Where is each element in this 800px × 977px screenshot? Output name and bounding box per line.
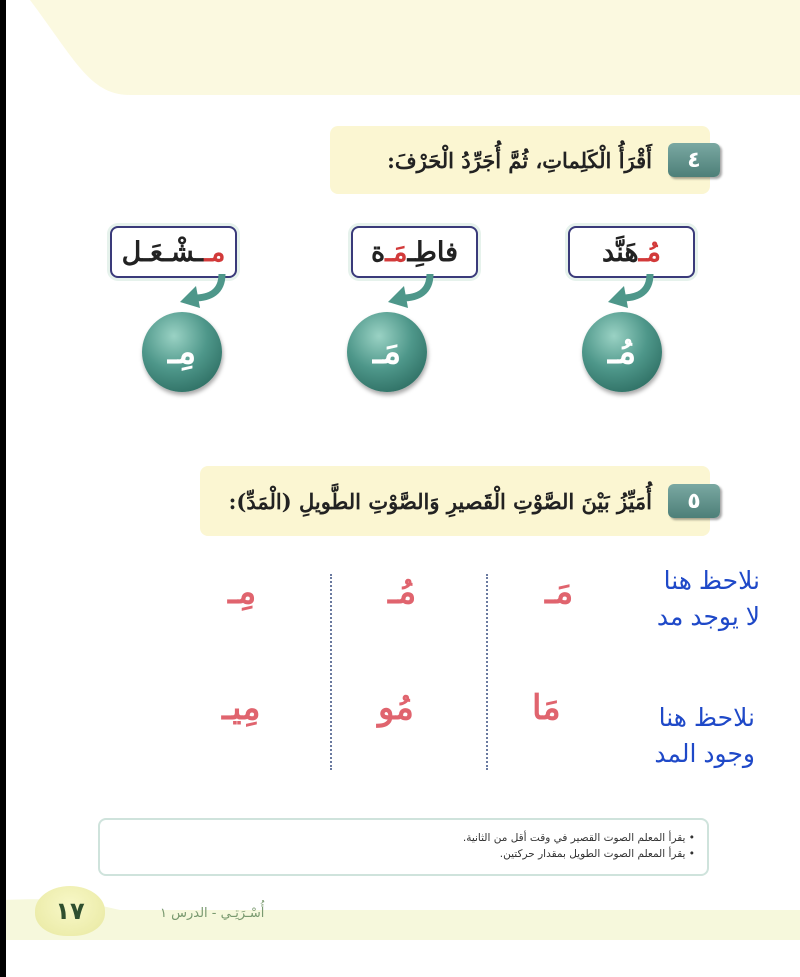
short-vowel-damma: مُـ	[388, 572, 417, 612]
word-box-1	[568, 226, 695, 278]
exercise-5-title-bar	[200, 466, 710, 536]
column-divider	[486, 574, 488, 770]
note-madd	[610, 700, 755, 773]
exercise-5-title: أُمَيِّزُ بَيْنَ الصَّوْتِ الْقَصيرِ وَالصَّوْتِ الطَّويلِ (الْمَدِّ):	[228, 488, 652, 514]
note-no-madd	[620, 563, 760, 636]
exercise-5-number: ٥	[668, 484, 720, 518]
teacher-notes-box	[98, 818, 709, 876]
letter-ball-3	[142, 312, 222, 392]
word-1-highlight: مُـ	[638, 236, 661, 268]
exercise-4-title: أَقْرَأُ الْكَلِماتِ، ثُمَّ أُجَرِّدُ الْحَرْفَ:	[387, 147, 652, 173]
ball-letter-1: مُـ	[607, 332, 637, 372]
long-vowel-alif: مَا	[532, 688, 561, 728]
arrow-icon	[380, 272, 440, 312]
letter-ball-1	[582, 312, 662, 392]
word-2-highlight: مَـ	[385, 236, 408, 268]
word-2-start: فاطِـ	[407, 236, 459, 268]
letter-ball-2	[347, 312, 427, 392]
note-no-madd-line-1: نلاحظ هنا	[663, 567, 760, 595]
teacher-note-2: • يقرأ المعلم الصوت الطويل بمقدار حركتين.	[499, 848, 695, 860]
word-1-rest: هَنَّد	[602, 236, 639, 268]
short-vowel-fatha: مَـ	[545, 572, 574, 612]
column-divider	[330, 574, 332, 770]
ball-letter-3: مِـ	[167, 332, 197, 372]
exercise-4-number: ٤	[668, 143, 720, 177]
arrow-icon	[600, 272, 660, 312]
word-box-2	[351, 226, 478, 278]
short-vowel-kasra: مِـ	[228, 572, 257, 612]
note-no-madd-line-2: لا يوجد مد	[656, 603, 760, 632]
bottom-decoration	[0, 880, 800, 977]
long-vowel-waw: مُو	[378, 688, 414, 728]
note-madd-line-2: وجود المد	[654, 740, 755, 769]
long-vowel-ya: مِيـ	[222, 688, 261, 728]
word-3-highlight: مـ	[202, 236, 226, 268]
arrow-icon	[172, 272, 232, 312]
exercise-4-title-bar	[330, 126, 710, 194]
page-number: ١٧	[35, 886, 105, 936]
ball-letter-2: مَـ	[372, 332, 402, 372]
note-madd-line-1: نلاحظ هنا	[658, 704, 755, 732]
word-box-3	[110, 226, 237, 278]
top-decoration	[0, 0, 800, 100]
teacher-note-1: • يقرأ المعلم الصوت القصير في وقت أقل من الثانية.	[462, 832, 695, 844]
page-border	[0, 0, 6, 977]
lesson-label: أُسْـرَتِـي - الدرس ١	[160, 906, 265, 921]
word-2-end: ة	[370, 236, 386, 268]
word-3-rest: ـشْـعَـل	[121, 236, 203, 268]
